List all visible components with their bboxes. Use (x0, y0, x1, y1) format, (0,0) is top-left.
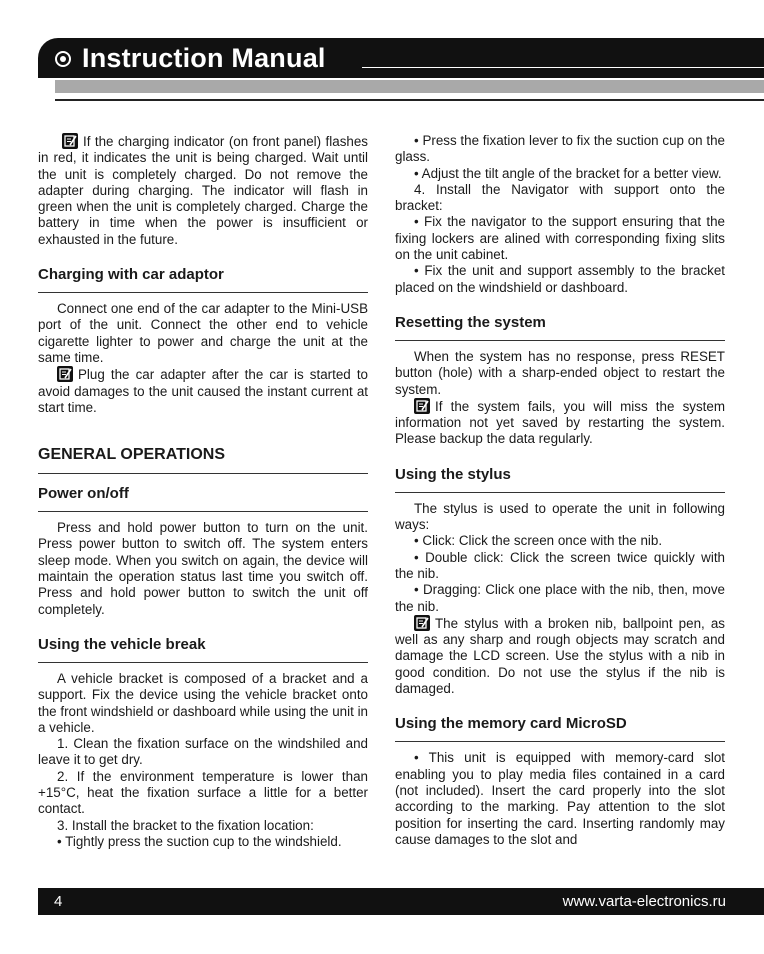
stylus-drag: • Dragging: Click one place with the nib, then, move the nib. (395, 582, 725, 614)
stylus-text: The stylus is used to operate the unit in following ways: (395, 500, 725, 533)
target-icon (55, 51, 71, 67)
bracket-bullet-2: • Adjust the tilt angle of the bracket for a better view. (414, 165, 722, 181)
heading-car-adaptor: Charging with car adaptor (38, 266, 368, 293)
power-text: Press and hold power button to turn on the unit. Press power button to switch off. The system enters sleep mode. When you switch on again, the device will maintain the operation status last time you switch off. Press and hold power button to switch the unit off completely. (38, 520, 368, 617)
heading-power: Power on/off (38, 485, 368, 512)
vehicle-text-1: A vehicle bracket is composed of a bracket and a support. Fix the device using the vehicle bracket onto the front windshield or dashboard while using the unit in a vehicle. (38, 670, 368, 735)
reset-note: If the system fails, you will miss the system information not yet saved by restarting the system. Please backup the data regularly. (395, 398, 725, 447)
memory-card-text: • This unit is equipped with memory-card slot enabling you to play media files contained in a card (not included). Insert the card properly into the slot according to the marking. Pay attention to the slot position for inserting the card. Inserting randomly may cause damages to the slot and (395, 750, 725, 847)
stylus-click: • Click: Click the screen once with the nib. (414, 533, 663, 549)
vehicle-step-1: 1. Clean the fixation surface on the windshiled and leave it to get dry. (38, 736, 368, 768)
car-adaptor-note: Plug the car adapter after the car is started to avoid damages to the unit caused the instant current at start time. (38, 367, 368, 415)
bracket-bullet-4: • Fix the unit and support assembly to the bracket placed on the windshield or dashboard. (395, 263, 725, 295)
vehicle-step-3: 3. Install the bracket to the fixation location: (57, 817, 314, 833)
note-icon (62, 133, 78, 149)
heading-stylus: Using the stylus (395, 466, 725, 493)
stylus-double-click: • Double click: Click the screen twice quickly with the nib. (395, 549, 725, 581)
note-icon (414, 398, 430, 414)
bracket-bullet-3: • Fix the navigator to the support ensuring that the fixing lockers are alined with corresponding fixing slits on the unit cabinet. (395, 214, 725, 263)
bracket-bullet-1: • Press the fixation lever to fix the suction cup on the glass. (395, 133, 725, 165)
vehicle-bullet: • Tightly press the suction cup to the windshield. (57, 833, 342, 849)
car-adaptor-text: Connect one end of the car adapter to the Mini-USB port of the unit. Connect the other end to vehicle cigarette lighter to power and charge the unit at the same time. (38, 301, 368, 365)
note-icon (57, 366, 73, 382)
header-gray-band (55, 80, 764, 93)
vehicle-step-2: 2. If the environment temperature is lower than +15°C, heat the fixation surface a little for a better contact. (38, 768, 368, 817)
reset-text: When the system has no response, press RESET button (hole) with a sharp-ended object to restart the system. (395, 348, 725, 397)
note-icon (414, 615, 430, 631)
bracket-step-4: 4. Install the Navigator with support onto the bracket: (395, 181, 725, 214)
left-column (38, 133, 368, 850)
heading-reset: Resetting the system (395, 314, 725, 341)
page-title: Instruction Manual (82, 43, 326, 73)
stylus-note: The stylus with a broken nib, ballpoint pen, as well as any sharp and rough objects may scratch and damage the LCD screen. Use the stylus with a nib in good condition. Do not use the stylus if the nib is damaged. (395, 615, 725, 697)
heading-memory-card: Using the memory card MicroSD (395, 715, 725, 742)
right-column (395, 133, 725, 848)
header-divider (362, 67, 764, 68)
page-number: 4 (54, 893, 63, 910)
heading-vehicle: Using the vehicle break (38, 636, 368, 663)
header-rule (55, 99, 764, 101)
charging-note: If the charging indicator (on front panel) flashes in red, it indicates the unit is being charged. Wait until the unit is completely charged. Do not remove the adapter during charging. The indicator will flash in green when the unit is completely charged. Charge the battery in time when the power is insufficient or exhausted in the future. (38, 134, 368, 247)
footer-url: www.varta-electronics.ru (562, 893, 726, 910)
heading-general-operations: GENERAL OPERATIONS (38, 446, 368, 474)
